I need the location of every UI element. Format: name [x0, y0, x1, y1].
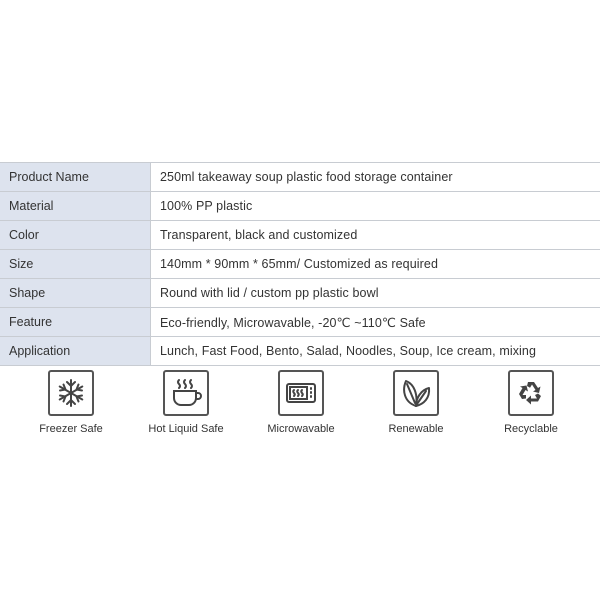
feature-recyclable [476, 370, 586, 435]
spec-label-shape: Shape [0, 279, 151, 308]
feature-label: Renewable [388, 423, 444, 435]
table-row [0, 250, 600, 279]
spec-table [0, 162, 600, 366]
table-row [0, 163, 600, 192]
spec-label-product-name: Product Name [0, 163, 151, 192]
table-row [0, 308, 600, 337]
hot-cup-icon [163, 370, 209, 416]
recycle-icon [508, 370, 554, 416]
spec-label-material: Material [0, 192, 151, 221]
feature-hot-liquid-safe [131, 370, 241, 435]
feature-microwavable [246, 370, 356, 435]
feature-renewable [361, 370, 471, 435]
spec-value-feature: Eco-friendly, Microwavable, -20℃ ~110℃ Safe [151, 308, 600, 337]
feature-freezer-safe [16, 370, 126, 435]
table-row [0, 192, 600, 221]
table-row [0, 337, 600, 366]
spec-label-application: Application [0, 337, 151, 366]
spec-label-feature: Feature [0, 308, 151, 337]
feature-label: Recyclable [504, 423, 558, 435]
spec-value-application: Lunch, Fast Food, Bento, Salad, Noodles, Soup, Ice cream, mixing [151, 337, 600, 366]
spec-label-color: Color [0, 221, 151, 250]
spec-label-size: Size [0, 250, 151, 279]
spec-value-shape: Round with lid / custom pp plastic bowl [151, 279, 600, 308]
feature-label: Microwavable [267, 423, 335, 435]
table-row [0, 221, 600, 250]
spec-value-material: 100% PP plastic [151, 192, 600, 221]
feature-label: Hot Liquid Safe [148, 423, 224, 435]
table-row [0, 279, 600, 308]
spec-value-color: Transparent, black and customized [151, 221, 600, 250]
spec-value-size: 140mm * 90mm * 65mm/ Customized as required [151, 250, 600, 279]
microwave-icon [278, 370, 324, 416]
leaves-icon [393, 370, 439, 416]
feature-label: Freezer Safe [39, 423, 103, 435]
snowflake-icon [48, 370, 94, 416]
feature-icons [0, 370, 600, 440]
spec-value-product-name: 250ml takeaway soup plastic food storage container [151, 163, 600, 192]
